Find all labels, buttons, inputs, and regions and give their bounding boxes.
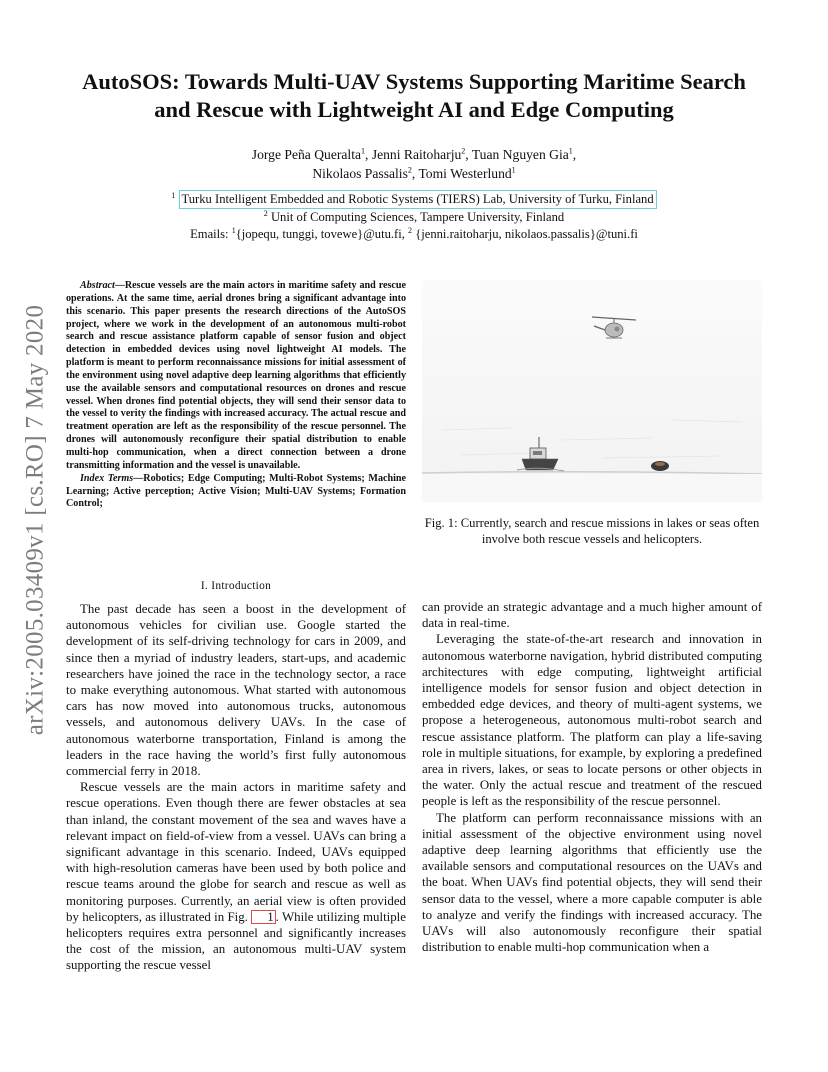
abstract-text: —Rescue vessels are the main actors in maritime safety and rescue operations. At the same time, aerial drones bring a significant advantage into this scenario. This paper presents the research directions of the AutoSOS project, where we work in the development of an autonomous multi-robot search and rescue assistance platform capable of sensor fusion and object detection in embedded devices using novel lightweight AI models. The platform is meant to perform reconnaissance missions for initial assessment of the environment using novel adaptive deep learning algorithms that efficiently use the available sensors and computational resources on drones and rescue vessel. When drones find potential objects, they will send their sensor data to the vessel to verity the findings with increased accuracy. The actual rescue and treatment operation are left as the responsibility of the rescue personnel. The drones will autonomously reconfigure their spatial distribution to enable multi-hop communication, when a direct connection between a drone transmitting information and the vessel is unavailable.: [66, 280, 406, 471]
email-1-sup: 1: [231, 225, 236, 235]
figure-1-caption: Fig. 1: Currently, search and rescue missions in lakes or seas often involve both rescue vessels and helicopters.: [424, 516, 760, 546]
arxiv-identifier-text: arXiv:2005.03409v1 [cs.RO] 7 May 2020: [21, 304, 48, 736]
author-separator: ,: [465, 147, 472, 162]
intro-paragraph-3: Leveraging the state-of-the-art research and innovation in autonomous waterborne navigation, hybrid distributed computing architectures with edge computing, lightweight artificial intelligence models for sensor fusion and object detection in embedded edge devices, and theory of multi-agent systems, we propose a heterogeneous, autonomous multi-robot search and rescue assistance platform. The platform can play a life-saving role in multiple situations, for example, by exploring a predefined area in rivers, lakes, or seas to locate persons or other objects in the water. Only the actual rescue and treatment of the rescued people is left as the responsibility of the rescue personnel.: [422, 632, 762, 809]
affiliation-2: [60, 209, 768, 226]
arxiv-identifier: [18, 280, 52, 760]
section-heading-introduction: I. Introduction: [200, 580, 272, 592]
affiliations: [60, 190, 768, 243]
affiliation-1-link[interactable]: Turku Intelligent Embedded and Robotic Systems (TIERS) Lab, University of Turku, Finland: [179, 190, 657, 209]
author-name: Jenni Raitoharju: [371, 147, 462, 162]
body-left-column: [66, 601, 406, 974]
emails-label: Emails:: [190, 227, 232, 241]
author-name: Tuan Nguyen Gia: [471, 147, 569, 162]
author-affil-sup: 2: [461, 146, 466, 156]
intro-paragraph-4: The platform can perform reconnaissance missions with an initial assessment of the objective environment using novel adaptive deep learning algorithms that efficiently use the available sensors and computational resources on the UAVs and the boat. When UAVs find potential objects, they will send their sensor data to the vessel, where a more capable computer is able to analyze and verify the findings with increased accuracy. The UAVs will also autonomously reconfigure their spatial distribution to enable multi-hop communication when a: [422, 810, 762, 955]
author-affil-sup: 1: [511, 165, 516, 175]
author-separator: ,: [572, 147, 577, 162]
index-terms-text: —Robotics; Edge Computing; Multi-Robot Systems; Machine Learning; Active perception; Active Vision; Multi-UAV Systems; Formation Control;: [66, 472, 406, 510]
author-list: [60, 145, 768, 183]
water-surface: [422, 474, 762, 502]
email-group-1: {jopequ, tunggi, tovewe}@utu.fi,: [235, 227, 409, 241]
intro-paragraph-2-end: . While utilizing multiple helicopters requires extra personnel and significantly increases the cost of the mission, an autonomous multi-UAV system supporting the rescue vessel: [66, 909, 406, 973]
intro-paragraph-2-start: Rescue vessels are the main actors in maritime safety and rescue operations. Even though there are fewer obstacles at sea than inland, the constant movement of the sea and waves have a relevant impact on field-of-view from a vessel. UAVs can bring a significant advantage in this scenario. Indeed, UAVs equipped with high-resolution cameras have been used by both police and rescue teams around the globe for search and rescue as well as monitoring purposes. Currently, an aerial view is often provided by helicopters, as illustrated in Fig.: [66, 780, 406, 924]
index-terms-label: Index Terms: [80, 472, 134, 484]
email-2-sup: 2: [408, 225, 413, 235]
intro-paragraph-2: [66, 779, 406, 973]
figure-reference-link[interactable]: 1: [251, 910, 275, 924]
affiliation-2-sup: 2: [263, 208, 268, 218]
author-name: Nikolaos Passalis: [312, 166, 408, 181]
abstract-paragraph: [66, 280, 406, 473]
paper-title: [60, 68, 768, 124]
email-group-2: {jenni.raitoharju, nikolaos.passalis}@tuni.fi: [412, 227, 638, 241]
affiliation-1: [60, 190, 768, 209]
abstract-label: Abstract: [80, 280, 115, 291]
email-line: [60, 226, 768, 243]
author-line-2: [60, 164, 768, 183]
affiliation-2-text: Unit of Computing Sciences, Tampere University, Finland: [270, 210, 565, 224]
floating-object-icon: [651, 461, 669, 471]
author-affil-sup: 1: [361, 146, 366, 156]
index-terms-paragraph: [66, 473, 406, 512]
author-separator: ,: [411, 166, 419, 181]
figure-1-illustration: [422, 280, 762, 502]
paper-title-line-2: and Rescue with Lightweight AI and Edge Computing: [154, 97, 674, 122]
author-separator: ,: [365, 147, 372, 162]
author-affil-sup: 2: [407, 165, 412, 175]
sky-background: [422, 280, 762, 502]
intro-paragraph-1: The past decade has seen a boost in the development of autonomous vehicles for civilian use. Google started the development of its self-driving technology for cars in 2009, and since then a myriad of industry leaders, start-ups, and academic researchers have joined the race in the technology sector, a race to make everything autonomous. What started with autonomous cars has now moved into autonomous trucks, autonomous vessels, and autonomous delivery UAVs. In the case of autonomous waterborne transportation, Finland is among the leaders in the race having the world’s first fully autonomous commercial ferry in 2018.: [66, 602, 406, 779]
author-line-1: [60, 145, 768, 164]
author-affil-sup: 1: [568, 146, 573, 156]
author-name: Jorge Peña Queralta: [251, 147, 362, 162]
intro-paragraph-continuation: can provide an strategic advantage and a much higher amount of data in real-time.: [422, 600, 762, 631]
paper-title-line-1: AutoSOS: Towards Multi-UAV Systems Supporting Maritime Search: [82, 69, 746, 94]
abstract: [66, 280, 406, 511]
affiliation-1-sup: 1: [171, 190, 176, 200]
body-right-column: [422, 599, 762, 955]
author-name: Tomi Westerlund: [418, 166, 512, 181]
figure-1-image: [422, 280, 762, 502]
